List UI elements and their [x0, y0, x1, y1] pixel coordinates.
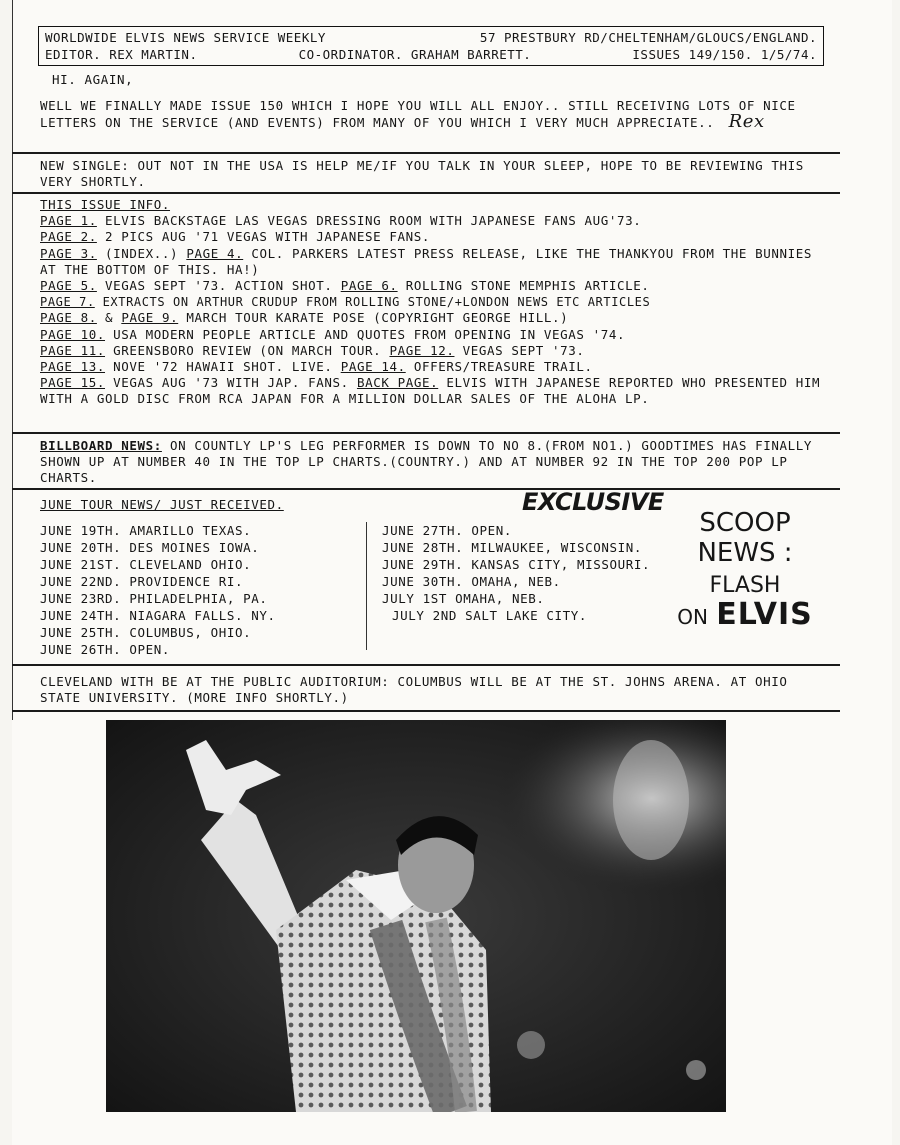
tour-date: JULY 2ND SALT LAKE CITY.	[392, 608, 588, 623]
toc-entry: PAGE 7. EXTRACTS ON ARTHUR CRUDUP FROM ROLLING STONE/+LONDON NEWS ETC ARTICLES	[40, 295, 651, 310]
elvis-concert-photo	[106, 720, 726, 1112]
tour-date: JUNE 29TH. KANSAS CITY, MISSOURI.	[382, 557, 651, 572]
publication-title: WORLDWIDE ELVIS NEWS SERVICE WEEKLY	[45, 30, 326, 45]
masthead	[38, 26, 824, 66]
tour-date: JUNE 20TH. DES MOINES IOWA.	[40, 540, 260, 555]
divider	[12, 152, 840, 154]
publication-address: 57 PRESTBURY RD/CHELTENHAM/GLOUCS/ENGLAND.	[479, 30, 817, 45]
venues-text: CLEVELAND WITH BE AT THE PUBLIC AUDITORIUM: COLUMBUS WILL BE AT THE ST. JOHNS ARENA. AT OHIO STATE UNIVERSITY. (MORE INFO SHORTLY.)	[40, 674, 788, 705]
scoop-text: SCOOP	[699, 508, 791, 538]
divider	[12, 710, 840, 712]
issue-number: ISSUES 149/150. 1/5/74.	[632, 47, 817, 62]
greeting-body: WELL WE FINALLY MADE ISSUE 150 WHICH I HOPE YOU WILL ALL ENJOY.. STILL RECEIVING LOTS OF NICE LETTERS ON THE SERVICE (AND EVENTS) FROM MANY OF YOU WHICH I VERY MUCH APPRECIATE..	[40, 98, 796, 130]
tour-date: JUNE 30TH. OMAHA, NEB.	[382, 574, 561, 589]
divider	[12, 192, 840, 194]
issue-info-section	[40, 197, 830, 408]
tour-date: JUNE 21ST. CLEVELAND OHIO.	[40, 557, 252, 572]
toc-entry: PAGE 5. VEGAS SEPT '73. ACTION SHOT. PAGE 6. ROLLING STONE MEMPHIS ARTICLE.	[40, 278, 650, 294]
new-single-section	[40, 158, 830, 190]
flash-text: FLASH	[709, 573, 781, 598]
toc-entry: PAGE 10. USA MODERN PEOPLE ARTICLE AND QUOTES FROM OPENING IN VEGAS '74.	[40, 326, 626, 342]
greeting-section	[40, 72, 830, 131]
news-text: NEWS :	[697, 538, 793, 568]
editor-credit: EDITOR. REX MARTIN.	[45, 47, 198, 62]
billboard-heading: BILLBOARD NEWS:	[40, 438, 162, 453]
coordinator-credit: CO-ORDINATOR. GRAHAM BARRETT.	[298, 47, 532, 62]
toc-entry: PAGE 1. ELVIS BACKSTAGE LAS VEGAS DRESSING ROOM WITH JAPANESE FANS AUG'73.	[40, 213, 642, 229]
tour-date: JUNE 26TH. OPEN.	[40, 642, 171, 657]
tour-date: JUNE 28TH. MILWAUKEE, WISCONSIN.	[382, 540, 643, 555]
toc-entry: PAGE 11. GREENSBORO REVIEW (ON MARCH TOUR. PAGE 12. VEGAS SEPT '73.	[40, 342, 585, 358]
tour-date: JUNE 25TH. COLUMBUS, OHIO.	[40, 625, 252, 640]
column-divider	[366, 522, 367, 650]
tour-dates	[40, 522, 660, 662]
elvis-text: ELVIS	[716, 597, 813, 632]
tour-dates-left	[40, 522, 360, 658]
billboard-text: ON COUNTLY LP'S LEG PERFORMER IS DOWN TO NO 8.(FROM NO1.) GOODTIMES HAS FINALLY SHOWN UP AT NUMBER 40 IN THE TOP LP CHARTS.(COUNTRY.) AND AT NUMBER 92 IN THE TOP 200 POP LP CHARTS.	[40, 438, 812, 485]
tour-date: JUNE 22ND. PROVIDENCE RI.	[40, 574, 244, 589]
divider	[12, 488, 840, 490]
toc-entry: PAGE 13. NOVE '72 HAWAII SHOT. LIVE. PAGE 14. OFFERS/TREASURE TRAIL.	[40, 359, 593, 375]
toc-entry: PAGE 15. VEGAS AUG '73 WITH JAP. FANS. BACK PAGE. ELVIS WITH JAPANESE REPORTED WHO PRESENTED HIM WITH A GOLD DISC FROM RCA JAPAN FOR A MILLION DOLLAR SALES OF THE ALOHA LP.	[40, 375, 821, 407]
tour-date: JULY 1ST OMAHA, NEB.	[382, 591, 545, 606]
left-margin-rule	[12, 0, 13, 720]
scoop-news-stamp	[660, 508, 830, 632]
toc-entry: PAGE 3. (INDEX..) PAGE 4. COL. PARKERS LATEST PRESS RELEASE, LIKE THE THANKYOU FROM THE BUNNIES AT THE BOTTOM OF THIS. HA!)	[40, 245, 813, 277]
toc-entry: PAGE 2. 2 PICS AUG '71 VEGAS WITH JAPANESE FANS.	[40, 229, 431, 245]
toc-entry: PAGE 8. & PAGE 9. MARCH TOUR KARATE POSE (COPYRIGHT GEORGE HILL.)	[40, 310, 569, 326]
tour-date: JUNE 27TH. OPEN.	[382, 523, 513, 538]
tour-date: JUNE 24TH. NIAGARA FALLS. NY.	[40, 608, 276, 623]
venues-section	[40, 674, 830, 706]
divider	[12, 432, 840, 434]
issue-info-heading: THIS ISSUE INFO.	[40, 197, 171, 212]
tour-date: JUNE 23RD. PHILADELPHIA, PA.	[40, 591, 268, 606]
on-text: ON	[677, 605, 708, 629]
billboard-section	[40, 438, 830, 486]
new-single-label: NEW SINGLE:	[40, 158, 130, 173]
tour-dates-right	[382, 522, 662, 624]
greeting-hello: HI. AGAIN,	[52, 72, 134, 87]
tour-date: JUNE 19TH. AMARILLO TEXAS.	[40, 523, 252, 538]
exclusive-stamp: EXCLUSIVE	[522, 488, 664, 516]
tour-heading: JUNE TOUR NEWS/ JUST RECEIVED.	[40, 497, 284, 512]
divider	[12, 664, 840, 666]
editor-signature: Rex	[728, 111, 765, 132]
new-single-text: OUT NOT IN THE USA IS HELP ME/IF YOU TALK IN YOUR SLEEP, HOPE TO BE REVIEWING THIS VERY SHORTLY.	[40, 158, 804, 189]
